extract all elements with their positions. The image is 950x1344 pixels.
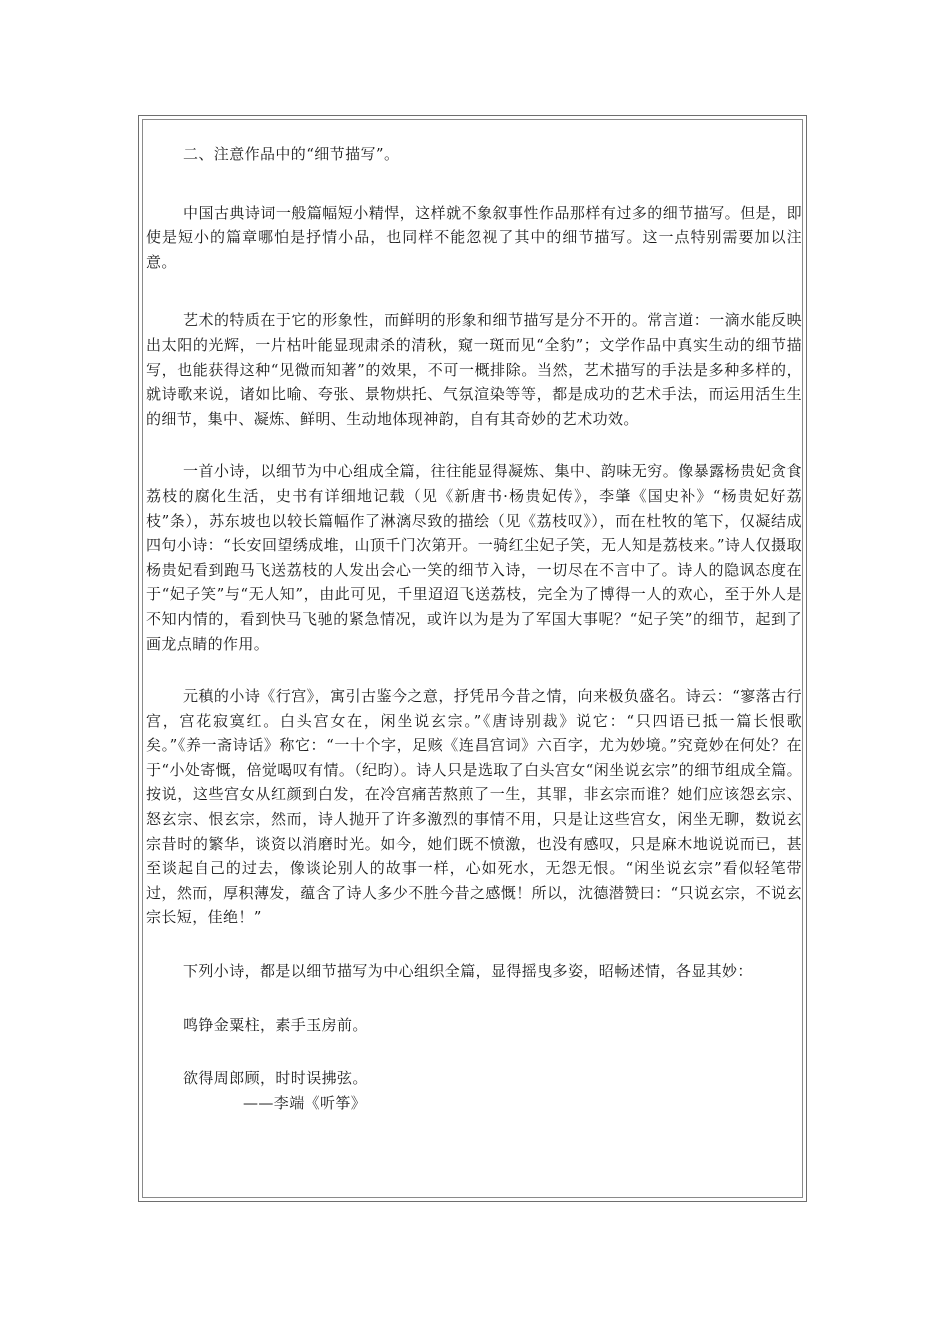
- paragraph-palace: 元稹的小诗《行宫》，寓引古鉴今之意，抒凭吊今昔之情，向来极负盛名。诗云：“寥落古行宫，宫花寂寞红。白头宫女在，闲坐说玄宗。”《唐诗别裁》说它：“只四语已抵一篇长恨歌矣。”《养一斋诗话》称它：“一十个字，足赅《连昌宫词》六百字，尤为妙境。”究竟妙在何处？在于“小处寄慨，倍觉喝叹有情。（纪昀）。诗人只是选取了白头宫女“闲坐说玄宗”的细节组成全篇。按说，这些宫女从红颜到白发，在冷宫痛苦熬煎了一生，其罪，非玄宗而谁？她们应该怨玄宗、怒玄宗、恨玄宗，然而，诗人抛开了许多激烈的事情不用，只是让这些宫女，闲坐无聊，数说玄宗昔时的繁华，谈资以消磨时光。如今，她们既不愤激，也没有感叹，只是麻木地说说而已，甚至谈起自己的过去，像谈论别人的故事一样，心如死水，无怨无恨。“闲坐说玄宗”看似轻笔带过，然而，厚积薄发，蕴含了诗人多少不胜今昔之感慨！所以，沈德潜赞曰：“只说玄宗，不说玄宗长短，佳绝！”: [146, 687, 803, 927]
- document-body: [146, 142, 802, 1115]
- paragraph-examples: 下列小诗，都是以细节描写为中心组织全篇，显得摇曳多姿，昭畅述情，各显其妙：: [183, 962, 753, 981]
- paragraph-intro: 中国古典诗词一般篇幅短小精悍，这样就不象叙事性作品那样有过多的细节描写。但是，即使是短小的篇章哪怕是抒情小品，也同样不能忽视了其中的细节描写。这一点特别需要加以注意。: [146, 203, 802, 271]
- poem-line-2: 欲得周郎顾，时时误拂弦。: [183, 1069, 368, 1088]
- poem-attribution: ——李端《听筝》: [243, 1093, 367, 1112]
- poem-line-1: 鸣铮金粟柱，素手玉房前。: [183, 1015, 368, 1034]
- paragraph-art: 艺术的特质在于它的形象性，而鲜明的形象和细节描写是分不开的。常言道：一滴水能反映出太阳的光辉，一片枯叶能显现肃杀的清秋，窥一斑而见“全豹”；文学作品中真实生动的细节描写，也能获得这种“见微而知著”的效果，不可一概排除。当然，艺术描写的手法是多种多样的，就诗歌来说，诸如比喻、夸张、景物烘托、气氛渲染等等，都是成功的艺术手法，而运用活生生的细节，集中、凝炼、鲜明、生动地体现神韵，自有其奇妙的艺术功效。: [146, 311, 802, 428]
- section-heading: 二、注意作品中的“细节描写”。: [183, 145, 400, 163]
- paragraph-lychee: 一首小诗，以细节为中心组成全篇，往往能显得凝炼、集中、韵味无穷。像暴露杨贵妃贪食荔枝的腐化生活，史书有详细地记载（见《新唐书·杨贵妃传》，李肇《国史补》“杨贵妃好荔枝”条），苏东坡也以较长篇幅作了淋漓尽致的描绘（见《荔枝叹》），而在杜牧的笔下，仅凝结成四句小诗：“长安回望绣成堆，山顶千门次第开。一骑红尘妃子笑，无人知是荔枝来。”诗人仅摄取杨贵妃看到跑马飞送荔枝的人发出会心一笑的细节入诗，一切尽在不言中了。诗人的隐讽态度在于“妃子笑”与“无人知”，由此可见，千里迢迢飞送荔枝，完全为了博得一人的欢心，至于外人是不知内情的，看到快马飞驰的紧急情况，或许以为是为了军国大事呢？“妃子笑”的细节，起到了画龙点睛的作用。: [146, 462, 802, 653]
